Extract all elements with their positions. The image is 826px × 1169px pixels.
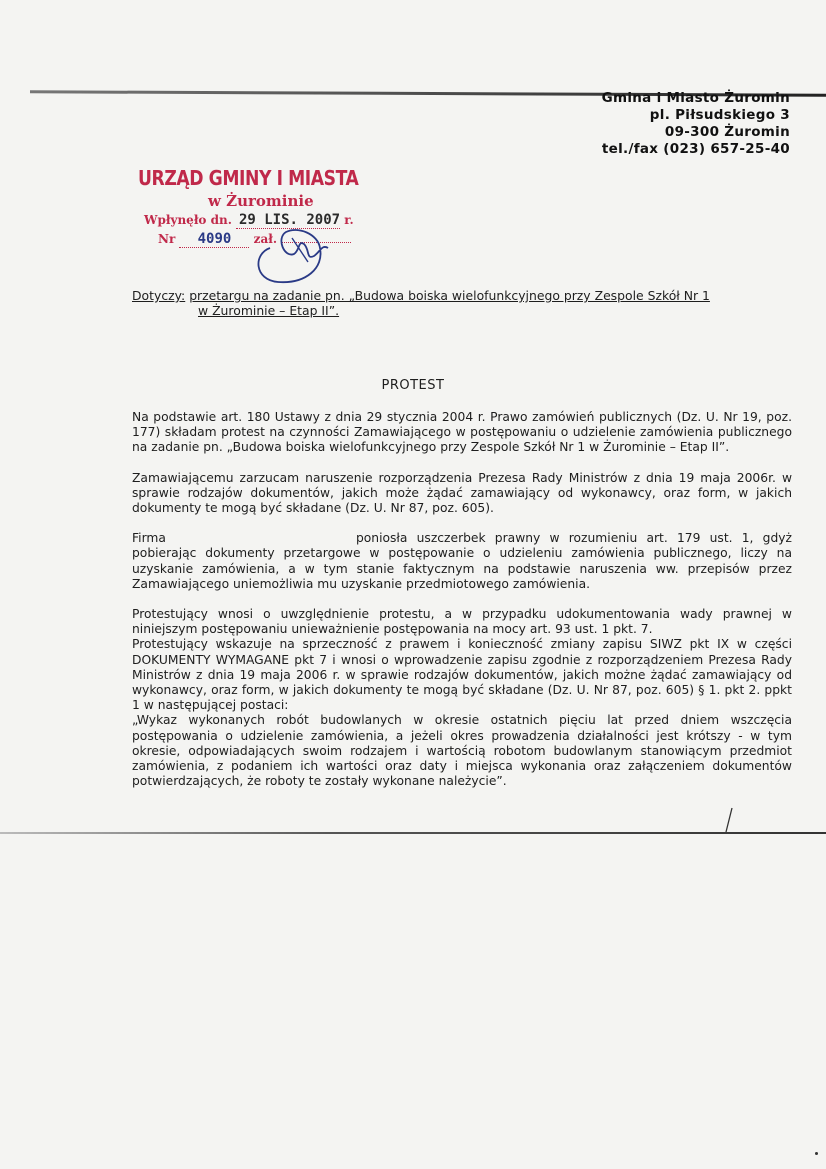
document-title: PROTEST — [381, 378, 445, 393]
paragraph-start: Firma — [132, 531, 166, 546]
signature-scribble — [248, 218, 348, 288]
subject-label: Dotyczy: — [132, 288, 186, 303]
paragraph: Zamawiającemu zarzucam naruszenie rozporządzenia Prezesa Rady Ministrów z dnia 19 maja 2006r. w sprawie rodzajów dokumentów, jakich może żądać zamawiający od wykonawcy, oraz form, w jakich dokumenty te mogą być składane (Dz. U. Nr 87, poz. 605). — [132, 470, 792, 516]
stamp-title: URZĄD GMINY I MIASTA — [138, 166, 359, 190]
recipient-line: pl. Piłsudskiego 3 — [649, 107, 790, 123]
recipient-line: Gmina i Miasto Żuromin — [601, 90, 790, 106]
paragraph-rest: poniosła uszczerbek prawny w rozumieniu art. 179 ust. 1, gdyż pobierając dokumenty przetargowe w postępowanie o udzieleniu zamówienia publicznego, liczy na uzyskanie zamówienia, a w tym stanie faktycznym na podstawie naruszenia ww. przepisów przez Zamawiającego uniemożliwia mu uzyskanie przedmiotowego zamówienia. — [132, 531, 792, 591]
scan-speck — [815, 1152, 818, 1155]
paragraph: „Wykaz wykonanych robót budowlanych w okresie ostatnich pięciu lat przed dniem wszczęcia postępowania o udzielenie zamówienia, a jeżeli okres prowadzenia działalności jest krótszy - w tym okresie, odpowiadających swoim rodzajem i wartością robotom budowlanym stanowiącym przedmiot zamówienia, z podaniem ich wartości oraz daty i miejsca wykonania oraz załączeniem dokumentów potwierdzających, że roboty te zostały wykonane należycie”. — [132, 713, 792, 789]
paragraph — [132, 531, 792, 592]
recipient-line: tel./fax (023) 657-25-40 — [601, 141, 790, 157]
stamp-received-label: Wpłynęło dn. — [144, 213, 232, 227]
paragraph: Protestujący wskazuje na sprzeczność z prawem i konieczność zmiany zapisu SIWZ pkt IX w części DOKUMENTY WYMAGANE pkt 7 i wnosi o wprowadzenie zapisu zgodnie z rozporządzeniem Prezesa Rady Ministrów z dnia 19 maja 2006 r. w sprawie rodzajów dokumentów, jakich możne żądać zamawiający od wykonawcy, oraz form, w jakich dokumenty te mogą być składane (Dz. U. Nr 87, poz. 605) § 1. pkt 2. ppkt 1 w następującej postaci: — [132, 637, 792, 713]
subject-line — [132, 288, 794, 318]
paragraph: Protestujący wnosi o uwzględnienie protestu, a w przypadku udokumentowania wady prawnej w niniejszym postępowaniu unieważnienie postępowania na mocy art. 93 ust. 1 pkt. 7. — [132, 607, 792, 637]
stamp-received-date: 29 LIS. 2007 — [238, 212, 341, 228]
paragraph: Na podstawie art. 180 Ustawy z dnia 29 stycznia 2004 r. Prawo zamówień publicznych (Dz. U. Nr 19, poz. 177) składam protest na czynności Zamawiającego w postępowaniu o udzielenie zamówienia publicznego na zadanie pn. „Budowa boiska wielofunkcyjnego przy Zespole Szkół Nr 1 w Żurominie – Etap II”. — [132, 410, 792, 455]
recipient-line: 09-300 Żuromin — [664, 124, 790, 140]
pen-mark — [720, 806, 740, 834]
stamp-received-suffix: r. — [344, 213, 354, 227]
stamp-town: w Żurominie — [208, 192, 314, 210]
document-body — [132, 410, 792, 804]
subject-text-line1: przetargu na zadanie pn. „Budowa boiska wielofunkcyjnego przy Zespole Szkół Nr 1 — [189, 288, 710, 303]
stamp-attachments-label: zał. — [253, 232, 278, 246]
bottom-rule — [0, 832, 826, 834]
stamp-number-label: Nr — [158, 232, 176, 246]
subject-text-line2: w Żurominie – Etap II”. — [198, 303, 340, 318]
stamp-number-value: 4090 — [197, 231, 232, 247]
recipient-address — [602, 90, 790, 158]
